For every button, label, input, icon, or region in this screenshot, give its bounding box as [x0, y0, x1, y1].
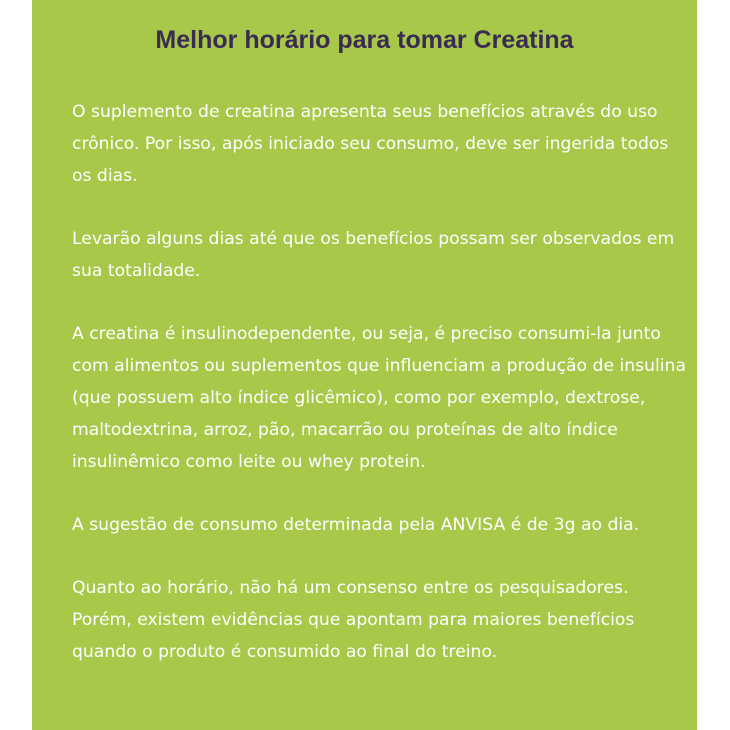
paragraph-anvisa-dose: A sugestão de consumo determinada pela ANVISA é de 3g ao dia.	[72, 515, 640, 535]
paragraph-timing: Quanto ao horário, não há um consenso entre os pesquisadores. Porém, existem evidências que apontam para maiores benefícios quando o produto é consumido ao final do treino.	[72, 578, 635, 662]
article-body	[72, 96, 690, 699]
paragraph-insulin: A creatina é insulinodependente, ou seja, é preciso consumi-la junto com alimentos ou suplementos que influenciam a produção de insulina (que possuem alto índice glicêmico), como por exemplo, dextrose, maltodextrina, arroz, pão, macarrão ou proteínas de alto índice insulinêmico como leite ou whey protein.	[72, 324, 686, 472]
paragraph-consumption: O suplemento de creatina apresenta seus benefícios através do uso crônico. Por isso, após iniciado seu consumo, deve ser ingerida todos os dias.	[72, 102, 669, 186]
page-title: Melhor horário para tomar Creatina	[155, 26, 574, 54]
content-panel	[32, 0, 697, 730]
paragraph-benefits-time: Levarão alguns dias até que os benefícios possam ser observados em sua totalidade.	[72, 229, 675, 281]
